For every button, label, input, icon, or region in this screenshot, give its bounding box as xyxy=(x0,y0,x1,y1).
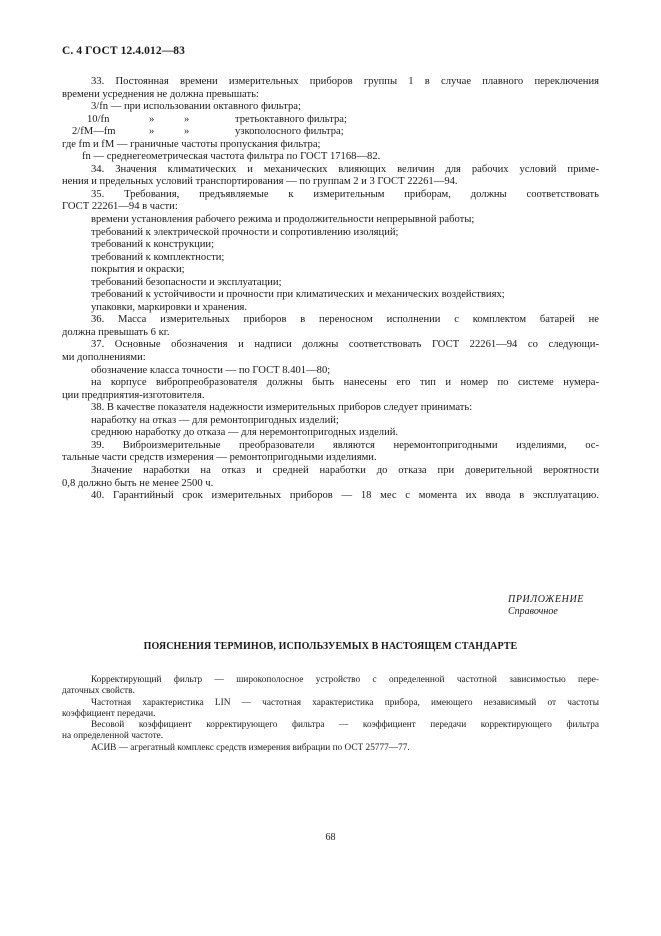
item-38-line-2: наработку на отказ — для ремонтопригодных изделий; xyxy=(91,414,339,426)
item-40-line-1: 40. Гарантийный срок измерительных приборов — 18 мес с момента их ввода в эксплуатацию. xyxy=(91,490,599,502)
item-36-line-1: 36. Масса измерительных приборов в переносном исполнении с комплектом батарей не xyxy=(91,314,599,326)
formula-third-octave xyxy=(62,114,599,127)
item-33-line-2: времени усреднения не должна превышать: xyxy=(62,88,259,100)
formula-narrowband xyxy=(62,126,599,139)
term-2-line-2: коэффициент передачи. xyxy=(62,708,156,719)
item-34-line-2: нения и предельных условий транспортирования — по группам 2 и 3 ГОСТ 22261—94. xyxy=(62,176,458,188)
terms-block xyxy=(62,675,599,754)
item-38-line-1: 38. В качестве показателя надежности измерительных приборов следует принимать: xyxy=(91,402,473,414)
ditto-mark-3: » xyxy=(149,126,155,138)
item-37-line-4: на корпусе вибропреобразователя должны быть нанесены его тип и номер по системе нумера- xyxy=(91,377,599,389)
item-34-line-1: 34. Значения климатических и механических влияющих величин для рабочих условий приме- xyxy=(91,163,599,175)
ditto-mark-4: » xyxy=(184,126,190,138)
appendix-label-block xyxy=(508,594,584,618)
formula-narrowband-value: 2/fM—fm xyxy=(72,126,116,138)
item-39-line-3: Значение наработки на отказ и средней наработки до отказа при доверительной вероятности xyxy=(91,464,599,476)
item-37-line-3: обозначение класса точности — по ГОСТ 8.401—80; xyxy=(91,364,331,376)
item-33-line-1: 33. Постоянная времени измерительных приборов группы 1 в случае плавного переключения xyxy=(91,76,599,87)
item-39-line-1: 39. Виброизмерительные преобразователи являются неремонтопригодными изделиями, ос- xyxy=(91,439,599,451)
item-37-line-2: ми дополнениями: xyxy=(62,352,146,364)
list-item: требований к конструкции; xyxy=(91,239,215,251)
item-33-where: где fm и fM — граничные частоты пропускания фильтра; xyxy=(62,138,321,150)
item-37-line-5: ции предприятия-изготовителя. xyxy=(62,389,205,401)
item-39-line-4: 0,8 должно быть не менее 2500 ч. xyxy=(62,477,214,489)
term-3-line-2: на определенной частоте. xyxy=(62,731,164,742)
list-item: требований к электрической прочности и сопротивлению изоляций; xyxy=(91,226,399,238)
item-36-line-2: должна превышать 6 кг. xyxy=(62,326,170,338)
section-title: ПОЯСНЕНИЯ ТЕРМИНОВ, ИСПОЛЬЗУЕМЫХ В НАСТОЯЩЕМ СТАНДАРТЕ xyxy=(143,641,518,652)
page-number: 68 xyxy=(325,832,336,843)
ditto-mark-1: » xyxy=(149,113,155,125)
list-item: покрытия и окраски; xyxy=(91,264,185,276)
ditto-mark-2: » xyxy=(184,113,190,125)
term-1-line-1: Корректирующий фильтр — широкополосное устройство с определенной частотной зависимостью пере- xyxy=(91,675,599,685)
item-38-line-3: среднюю наработку до отказа — для неремонтопригодных изделий. xyxy=(91,427,399,439)
formula-narrowband-text: узкополосного фильтра; xyxy=(235,126,344,138)
term-1-line-2: даточных свойств. xyxy=(62,686,135,697)
term-3-line-1: Весовой коэффициент корректирующего фильтра — коэффициент передачи корректирующего фильтра xyxy=(91,720,599,731)
term-2-line-1: Частотная характеристика LIN — частотная характеристика прибора, имеющего независимый от частоты xyxy=(91,697,599,708)
term-4-line-1: АСИВ — агрегатный комплекс средств измерения вибрации по ОСТ 25777—77. xyxy=(91,742,410,753)
item-35-line-1: 35. Требования, предъявляемые к измерительным приборам, должны соответствовать xyxy=(91,188,599,200)
list-item: времени установления рабочего режима и продолжительности непрерывной работы; xyxy=(91,214,475,226)
appendix-sublabel: Справочное xyxy=(508,606,558,617)
formula-octave-text: 3/fn — при использовании октавного фильтра; xyxy=(91,101,301,113)
item-35-line-2: ГОСТ 22261—94 в части: xyxy=(62,201,178,213)
appendix-label: ПРИЛОЖЕНИЕ xyxy=(508,594,584,605)
list-item: требований к комплектности; xyxy=(91,251,225,263)
item-37-line-1: 37. Основные обозначения и надписи должны соответствовать ГОСТ 22261—94 со следующи- xyxy=(91,339,599,351)
page-header: С. 4 ГОСТ 12.4.012—83 xyxy=(62,45,185,57)
list-item: требований к устойчивости и прочности при климатических и механических воздействиях; xyxy=(91,289,505,301)
list-item: упаковки, маркировки и хранения. xyxy=(91,301,248,313)
list-item: требований безопасности и эксплуатации; xyxy=(91,276,282,288)
formula-third-octave-text: третьоктавного фильтра; xyxy=(235,113,347,125)
formula-third-octave-value: 10/fn xyxy=(87,113,110,125)
item-33-fn: fn — среднегеометрическая частота фильтра по ГОСТ 17168—82. xyxy=(82,151,381,163)
item-39-line-2: тальные части средств измерения — ремонтопригодными изделиями. xyxy=(62,452,377,464)
main-body xyxy=(62,76,599,503)
formula-octave xyxy=(62,101,599,114)
